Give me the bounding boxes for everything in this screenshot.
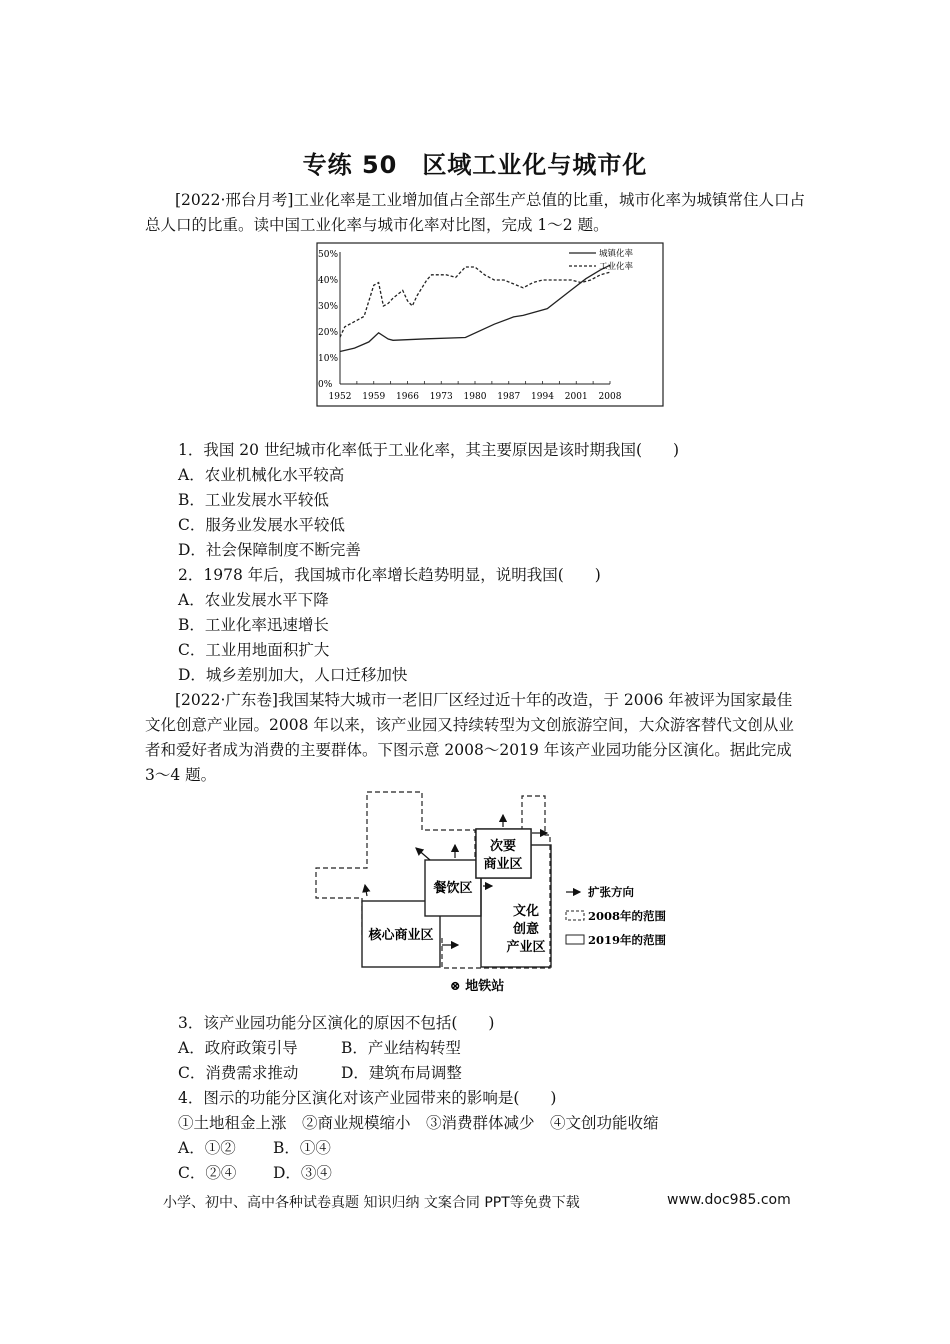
q2-option-a[interactable]: A．农业发展水平下降 [178,591,329,609]
q4-statements: ①土地租金上涨 ②商业规模缩小 ③消费群体减少 ④文创功能收缩 [178,1114,659,1132]
q1-option-b[interactable]: B．工业发展水平较低 [178,491,329,509]
q1-option-c[interactable]: C．服务业发展水平较低 [178,516,345,534]
page-title: 专练 50 区域工业化与城市化 [302,151,648,179]
question-3-stem: 3．该产业园功能分区演化的原因不包括( ) [178,1014,495,1032]
diagram-legend [566,885,667,947]
question-2-stem: 2．1978 年后，我国城市化率增长趋势明显，说明我国( ) [178,566,601,584]
x-tick-label: 2008 [598,392,622,402]
q3-option-d[interactable]: D．建筑布局调整 [341,1064,462,1082]
footer-text: 小学、初中、高中各种试卷真题 知识归纳 文案合同 PPT等免费下载 [163,1195,580,1211]
intro-paragraph-2: [2022·广东卷]我国某特大城市一老旧厂区经过近十年的改造，于 2006 年被评为国家最佳文化创意产业园。2008 年以来，该产业园又持续转型为文创旅游空间，大众游客替代文创从业者和爱好者成为消费的主要群体。下图示意 2008～2019 年该产业园功能分区演化。据此完成 3～4 题。 [145,691,794,784]
x-tick-label: 1973 [429,392,453,402]
label-food: 餐饮区 [433,881,473,896]
q4-option-a[interactable]: A．①② [178,1139,236,1157]
q4-option-d[interactable]: D．③④ [273,1164,332,1182]
x-tick-label: 1959 [362,392,386,402]
intro-paragraph-1: [2022·邢台月考]工业化率是工业增加值占全部生产总值的比重，城市化率为城镇常住人口占总人口的比重。读中国工业化率与城市化率对比图，完成 1～2 题。 [145,191,805,234]
q3-option-b[interactable]: B．产业结构转型 [341,1039,461,1057]
legend-label-industry: 工业化率 [599,262,634,272]
label-culture-2: 创意 [512,922,540,937]
legend-solid-box [566,935,584,944]
subway-station-label: ⊗ 地铁站 [449,979,505,994]
y-tick-label: 50% [318,250,339,260]
x-tick-label: 2001 [564,392,588,402]
question-1-stem: 1．我国 20 世纪城市化率低于工业化率，其主要原因是该时期我国( ) [178,441,680,459]
label-culture-1: 文化 [512,904,540,919]
q2-option-b[interactable]: B．工业化率迅速增长 [178,616,329,634]
legend-2008: 2008年的范围 [588,909,667,923]
x-tick-label: 1952 [328,392,352,402]
label-culture-3: 产业区 [506,940,546,955]
q2-option-c[interactable]: C．工业用地面积扩大 [178,641,330,659]
q3-option-c[interactable]: C．消费需求推动 [178,1064,299,1082]
y-tick-label: 30% [318,302,339,312]
y-tick-label: 10% [318,354,339,364]
y-tick-label: 20% [318,328,339,338]
label-secondary-1: 次要 [489,839,517,854]
industrial-park-zoning-diagram [312,788,684,998]
legend-dashed-box [566,911,584,920]
arrow-core-north [365,885,367,896]
x-tick-label: 1980 [463,392,487,402]
x-tick-label: 1966 [396,392,419,402]
x-tick-label: 1994 [531,392,554,402]
x-tick-label: 1987 [497,392,521,402]
industrialization-urbanization-chart [316,242,666,408]
q4-option-b[interactable]: B．①④ [273,1139,331,1157]
y-tick-label: 0% [318,380,333,390]
y-tick-label: 40% [318,276,339,286]
footer-url[interactable]: www.doc985.com [667,1192,791,1208]
label-secondary-2: 商业区 [483,857,523,872]
q2-option-d[interactable]: D．城乡差别加大，人口迁移加快 [178,666,408,684]
q1-option-a[interactable]: A．农业机械化水平较高 [178,466,345,484]
label-core-commercial: 核心商业区 [368,928,434,943]
question-4-stem: 4．图示的功能分区演化对该产业园带来的影响是( ) [178,1089,557,1107]
legend-2019: 2019年的范围 [588,933,667,947]
q1-option-d[interactable]: D．社会保障制度不断完善 [178,541,361,559]
legend-label-urban: 城镇化率 [599,249,634,259]
legend-expansion: 扩张方向 [588,885,634,899]
arrow-food-northwest [416,848,430,860]
q4-option-c[interactable]: C．②④ [178,1164,237,1182]
q3-option-a[interactable]: A．政府政策引导 [178,1039,298,1057]
